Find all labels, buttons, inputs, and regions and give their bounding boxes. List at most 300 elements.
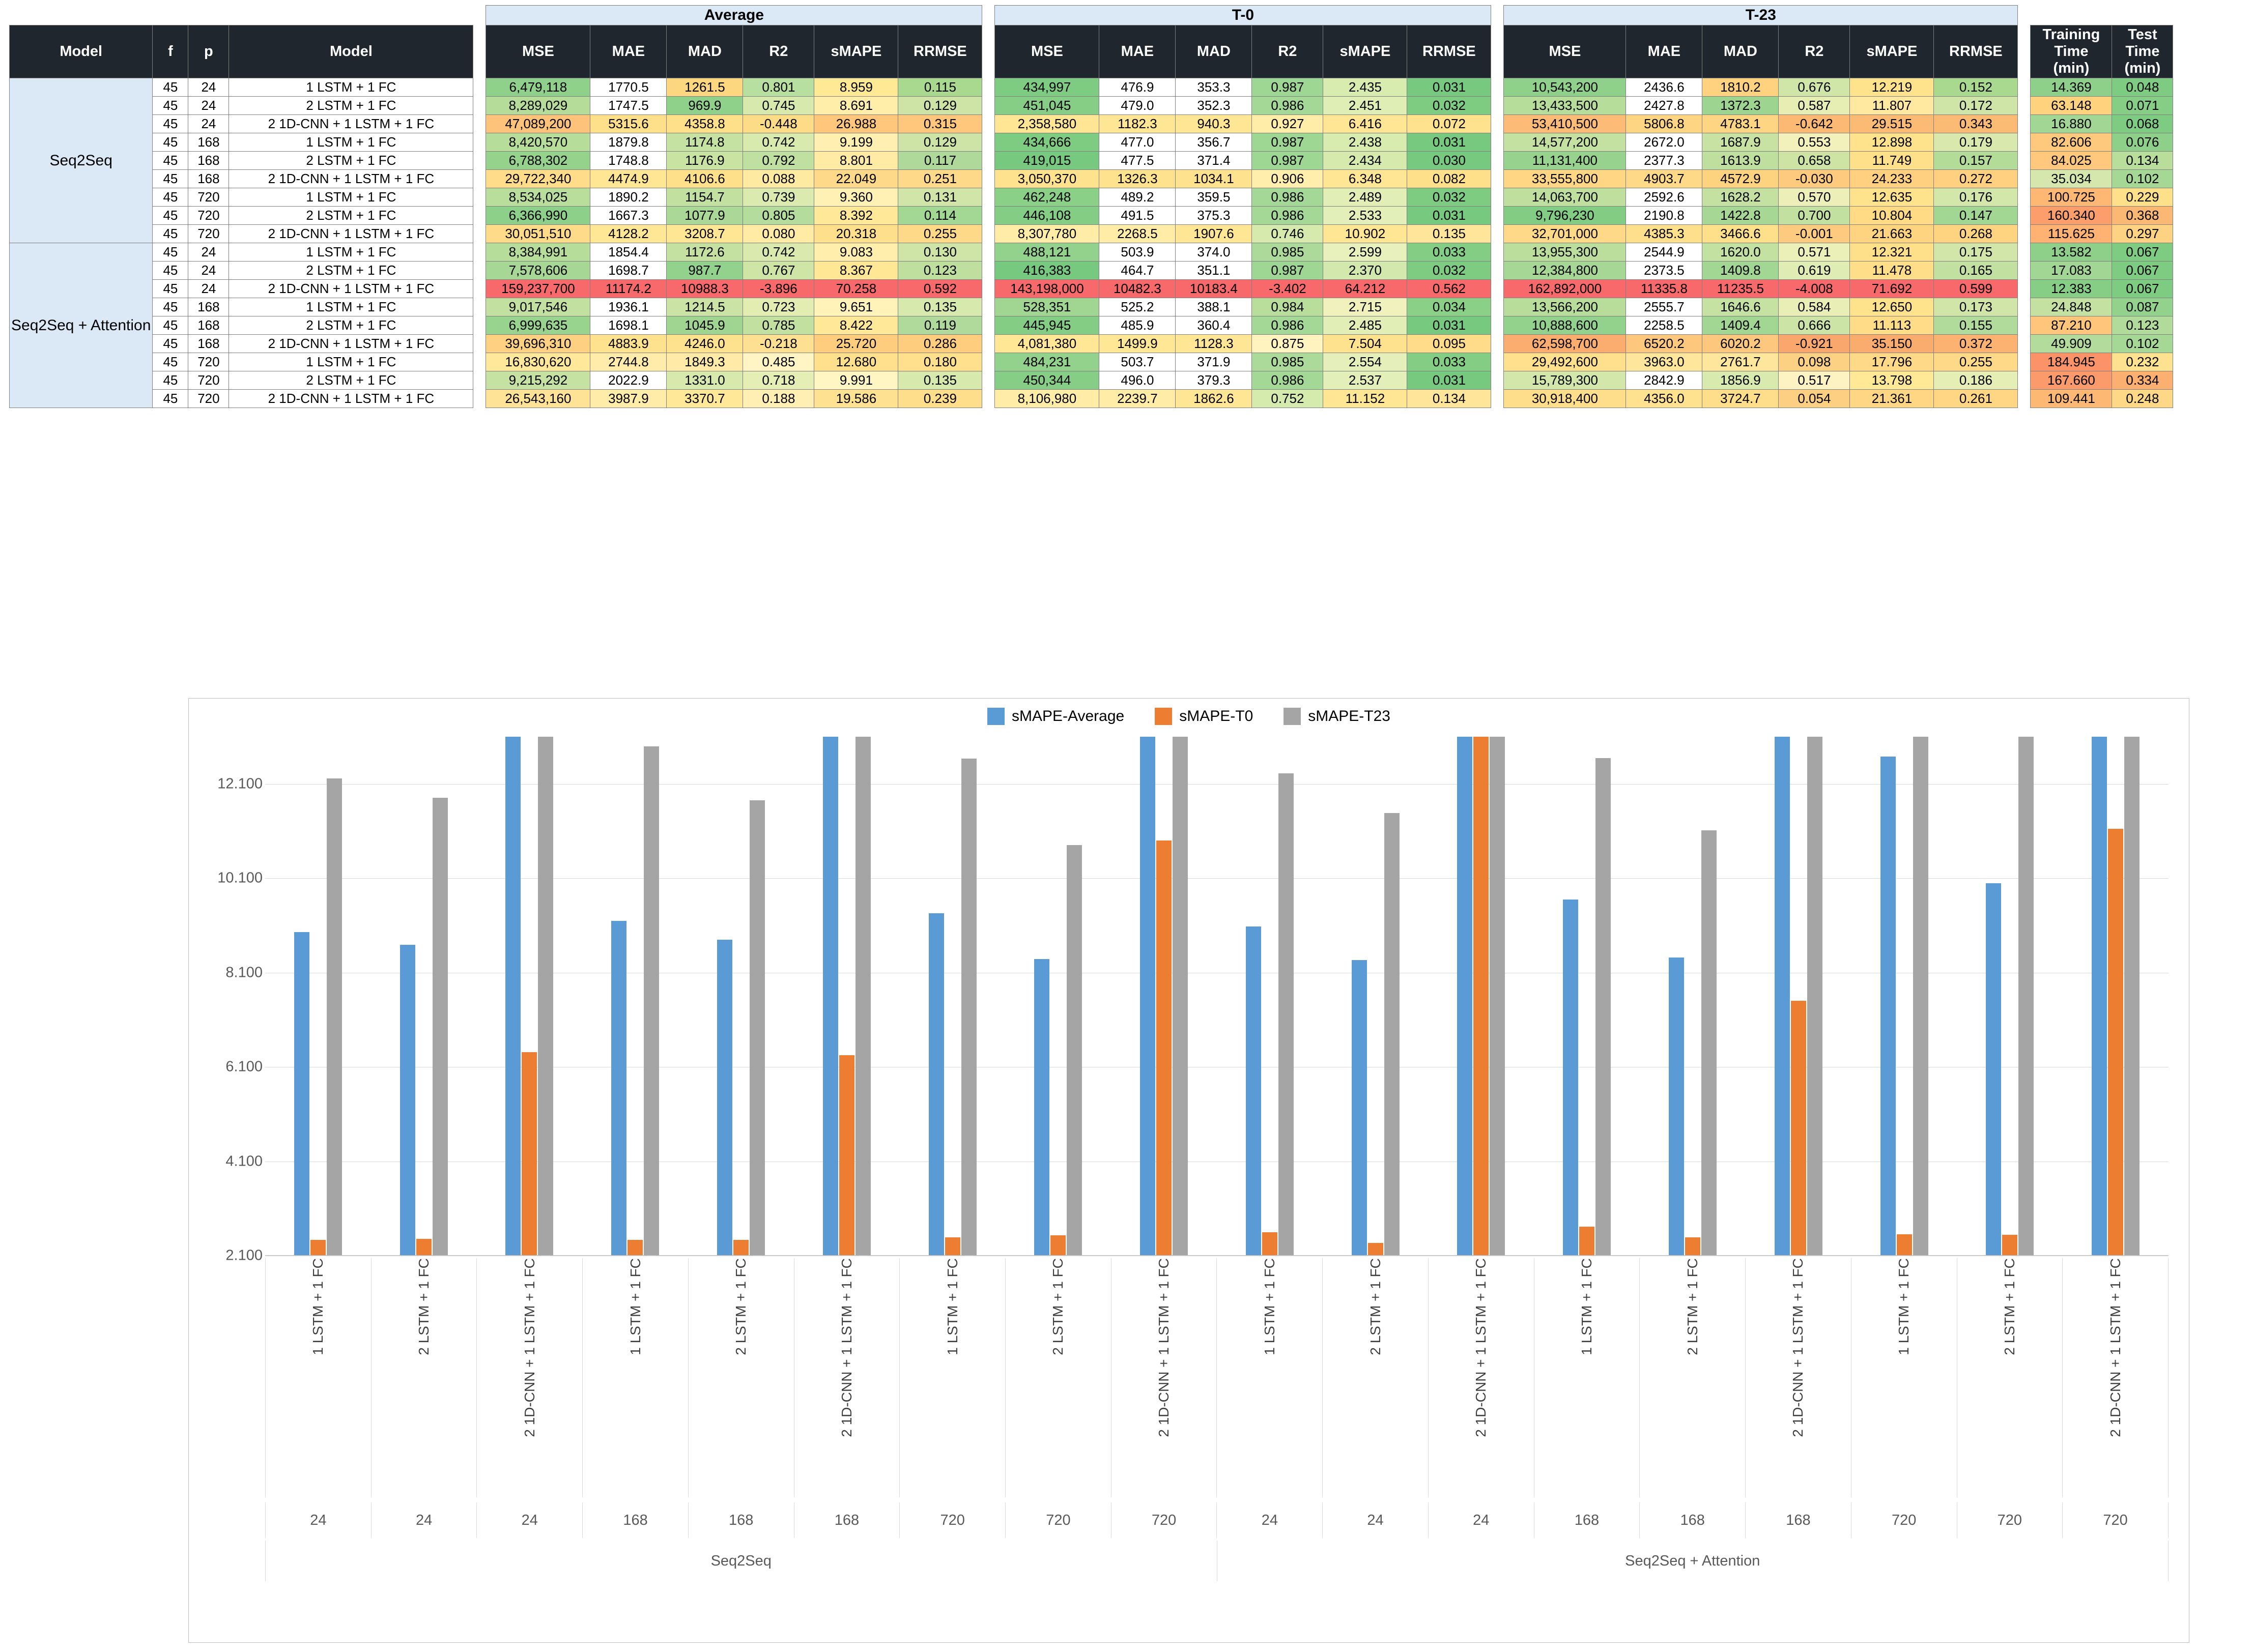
cell-t0-smape: 2.537 [1323,371,1407,390]
cell-average-r2: 0.742 [743,243,814,262]
cell-t23-rrmse: 0.172 [1934,97,2018,115]
cell-t23-rrmse: 0.157 [1934,152,2018,170]
table-row [10,353,2173,371]
cell-t23-smape: 11.113 [1850,316,1934,335]
cell-t23-mad: 1646.6 [1702,298,1779,316]
bar-smape-average [1246,926,1261,1256]
cell-t23-rrmse: 0.268 [1934,225,2018,243]
x-category-label: 1 LSTM + 1 FC [1896,1258,1912,1355]
cell-t0-r2: 0.987 [1252,133,1323,152]
cell-t23-smape: 12.219 [1850,78,1934,97]
x-p-label: 168 [794,1502,900,1538]
cell-test-time: 0.068 [2112,115,2173,133]
cell-t0-r2: 0.987 [1252,262,1323,280]
cell-average-rrmse: 0.123 [898,262,982,280]
cell-t0-r2: 0.927 [1252,115,1323,133]
column-spacer [982,225,995,243]
bar-smape-t23 [644,746,659,1256]
column-spacer [1491,97,1504,115]
cell-average-r2: 0.767 [743,262,814,280]
cell-t23-mae: 6520.2 [1626,335,1702,353]
cell-average-mae: 1770.5 [590,78,667,97]
cell-t23-mse: 14,063,700 [1504,188,1626,207]
cell-t23-rrmse: 0.272 [1934,170,2018,188]
cell-average-rrmse: 0.180 [898,353,982,371]
cell-average-mae: 5315.6 [590,115,667,133]
column-spacer [982,353,995,371]
col-header-t23-r2: R2 [1779,25,1850,78]
cell-p: 24 [188,97,229,115]
cell-t23-mad: 1810.2 [1702,78,1779,97]
cell-model: 1 LSTM + 1 FC [229,353,473,371]
results-table [9,5,2173,408]
cell-t0-mae: 485.9 [1099,316,1176,335]
column-spacer [2018,243,2031,262]
cell-t23-mse: 162,892,000 [1504,280,1626,298]
col-header-t23-mse: MSE [1504,25,1626,78]
bar-group [1005,737,1111,1256]
x-category-cell [1745,1258,1851,1497]
bar-smape-t23 [961,759,977,1256]
cell-model: 2 1D-CNN + 1 LSTM + 1 FC [229,225,473,243]
column-spacer [1491,316,1504,335]
cell-t23-smape: 13.798 [1850,371,1934,390]
cell-t23-rrmse: 0.372 [1934,335,2018,353]
column-spacer [1491,371,1504,390]
cell-t23-rrmse: 0.155 [1934,316,2018,335]
column-spacer [982,243,995,262]
cell-t0-mse: 3,050,370 [995,170,1099,188]
bar-smape-t0 [416,1239,432,1256]
cell-t23-mae: 2427.8 [1626,97,1702,115]
cell-t0-r2: 0.986 [1252,371,1323,390]
cell-average-mad: 1174.8 [667,133,743,152]
column-spacer [2018,78,2031,97]
cell-t0-rrmse: 0.032 [1407,262,1491,280]
cell-t0-mse: 434,666 [995,133,1099,152]
x-p-label: 720 [1111,1502,1217,1538]
bar-smape-average [823,737,838,1256]
cell-average-mse: 8,420,570 [486,133,590,152]
x-p-label: 720 [2062,1502,2169,1538]
col-header-model-0: Model [10,25,153,78]
cell-t0-r2: 0.875 [1252,335,1323,353]
column-spacer [1491,353,1504,371]
cell-t0-mad: 351.1 [1176,262,1252,280]
cell-f: 45 [153,298,188,316]
bar-smape-t23 [2124,737,2140,1256]
bar-smape-t23 [1490,737,1505,1256]
cell-p: 168 [188,335,229,353]
cell-t23-mae: 2592.6 [1626,188,1702,207]
cell-t23-mse: 32,701,000 [1504,225,1626,243]
cell-t0-mad: 375.3 [1176,207,1252,225]
x-category-cell [1005,1258,1111,1497]
cell-test-time: 0.067 [2112,262,2173,280]
column-spacer [473,78,486,97]
cell-t0-mad: 1128.3 [1176,335,1252,353]
cell-average-mae: 2744.8 [590,353,667,371]
bar-group [2063,737,2169,1256]
bar-group [265,737,371,1256]
bar-group [1111,737,1217,1256]
legend-item-0 [987,708,1124,725]
cell-average-r2: 0.723 [743,298,814,316]
table-row [10,78,2173,97]
cell-average-rrmse: 0.592 [898,280,982,298]
cell-p: 720 [188,207,229,225]
x-category-cell [1957,1258,2063,1497]
cell-test-time: 0.067 [2112,280,2173,298]
cell-t0-mad: 371.9 [1176,353,1252,371]
cell-t0-mse: 445,945 [995,316,1099,335]
cell-average-r2: 0.718 [743,371,814,390]
cell-model: 2 LSTM + 1 FC [229,316,473,335]
bar-group [1534,737,1640,1256]
cell-average-smape: 9.083 [814,243,898,262]
cell-average-mse: 47,089,200 [486,115,590,133]
cell-t23-mad: 1856.9 [1702,371,1779,390]
cell-p: 24 [188,280,229,298]
cell-t23-mae: 2544.9 [1626,243,1702,262]
cell-t23-rrmse: 0.343 [1934,115,2018,133]
cell-t0-mae: 1182.3 [1099,115,1176,133]
bar-smape-t0 [1579,1227,1594,1256]
col-header-average-smape: sMAPE [814,25,898,78]
cell-t0-mae: 491.5 [1099,207,1176,225]
cell-t23-mad: 1687.9 [1702,133,1779,152]
x-group-label: Seq2Seq [265,1541,1217,1581]
cell-t0-mae: 496.0 [1099,371,1176,390]
cell-f: 45 [153,97,188,115]
cell-average-mae: 2022.9 [590,371,667,390]
column-spacer [2018,170,2031,188]
cell-t23-mae: 5806.8 [1626,115,1702,133]
plot-area [265,737,2169,1256]
bar-groups [265,737,2169,1256]
column-spacer [473,207,486,225]
cell-model: 2 LSTM + 1 FC [229,262,473,280]
cell-t0-rrmse: 0.135 [1407,225,1491,243]
bar-smape-t0 [1262,1232,1277,1256]
table-column-header-row [10,25,2173,78]
cell-test-time: 0.123 [2112,316,2173,335]
bar-smape-t23 [1067,845,1082,1256]
cell-t23-rrmse: 0.175 [1934,243,2018,262]
bar-smape-t23 [2018,737,2034,1256]
x-p-label: 24 [1216,1502,1322,1538]
cell-t0-smape: 2.434 [1323,152,1407,170]
column-spacer [982,207,995,225]
cell-test-time: 0.232 [2112,353,2173,371]
cell-t0-rrmse: 0.032 [1407,97,1491,115]
bar-group [794,737,900,1256]
cell-t23-r2: -0.642 [1779,115,1850,133]
cell-t0-mae: 489.2 [1099,188,1176,207]
cell-t0-r2: 0.987 [1252,152,1323,170]
cell-t23-smape: 24.233 [1850,170,1934,188]
bar-smape-t0 [733,1240,749,1256]
cell-t23-rrmse: 0.147 [1934,207,2018,225]
legend-label: sMAPE-T23 [1308,708,1390,724]
cell-p: 720 [188,371,229,390]
cell-test-time: 0.067 [2112,243,2173,262]
cell-t0-mad: 388.1 [1176,298,1252,316]
cell-average-mse: 39,696,310 [486,335,590,353]
cell-t23-mad: 1409.4 [1702,316,1779,335]
bar-smape-average [505,737,521,1256]
cell-t23-mse: 13,955,300 [1504,243,1626,262]
cell-t0-smape: 64.212 [1323,280,1407,298]
cell-average-mad: 987.7 [667,262,743,280]
column-spacer [473,115,486,133]
column-spacer [2018,280,2031,298]
cell-average-mad: 1176.9 [667,152,743,170]
cell-t23-mse: 15,789,300 [1504,371,1626,390]
cell-average-mae: 1854.4 [590,243,667,262]
cell-average-rrmse: 0.251 [898,170,982,188]
column-spacer [473,97,486,115]
col-header-t23-rrmse: RRMSE [1934,25,2018,78]
cell-t23-mae: 4903.7 [1626,170,1702,188]
bar-group [477,737,583,1256]
cell-t23-r2: 0.619 [1779,262,1850,280]
cell-t0-r2: 0.987 [1252,78,1323,97]
table-row [10,97,2173,115]
cell-average-rrmse: 0.129 [898,133,982,152]
bar-group [1323,737,1429,1256]
x-category-cell [2062,1258,2169,1497]
cell-average-mad: 10988.3 [667,280,743,298]
cell-average-r2: 0.785 [743,316,814,335]
cell-t23-mae: 2190.8 [1626,207,1702,225]
cell-t0-mae: 503.9 [1099,243,1176,262]
cell-average-smape: 19.586 [814,390,898,408]
cell-average-mae: 4474.9 [590,170,667,188]
cell-t23-mse: 10,543,200 [1504,78,1626,97]
bar-smape-t23 [538,737,553,1256]
table-row [10,298,2173,316]
bar-smape-t23 [433,798,448,1256]
cell-t0-r2: 0.986 [1252,188,1323,207]
cell-average-smape: 8.959 [814,78,898,97]
group-header-t23: T-23 [1504,6,2018,25]
column-spacer [1491,298,1504,316]
cell-t23-r2: -4.008 [1779,280,1850,298]
cell-model: 2 LSTM + 1 FC [229,97,473,115]
cell-average-mad: 3208.7 [667,225,743,243]
results-table-container [9,5,2246,408]
legend-swatch-icon [987,708,1005,725]
cell-average-smape: 9.651 [814,298,898,316]
cell-average-rrmse: 0.129 [898,97,982,115]
col-header-t0-rrmse: RRMSE [1407,25,1491,78]
col-header-p-2: p [188,25,229,78]
cell-p: 168 [188,133,229,152]
cell-t0-mse: 434,997 [995,78,1099,97]
column-spacer [473,152,486,170]
cell-average-mse: 8,289,029 [486,97,590,115]
table-row [10,335,2173,353]
column-spacer [2018,225,2031,243]
cell-average-mae: 1698.7 [590,262,667,280]
x-category-label: 2 LSTM + 1 FC [1367,1258,1383,1355]
cell-t23-mae: 2672.0 [1626,133,1702,152]
cell-average-r2: 0.801 [743,78,814,97]
cell-t0-mad: 1034.1 [1176,170,1252,188]
cell-training-time: 13.582 [2031,243,2112,262]
cell-test-time: 0.229 [2112,188,2173,207]
cell-test-time: 0.368 [2112,207,2173,225]
column-spacer [1491,188,1504,207]
cell-f: 45 [153,225,188,243]
cell-t0-mse: 488,121 [995,243,1099,262]
col-header-t0-mse: MSE [995,25,1099,78]
cell-model: 1 LSTM + 1 FC [229,298,473,316]
cell-t23-rrmse: 0.186 [1934,371,2018,390]
legend-swatch-icon [1284,708,1301,725]
cell-training-time: 115.625 [2031,225,2112,243]
col-header-t23-smape: sMAPE [1850,25,1934,78]
bar-smape-average [929,913,944,1256]
cell-average-rrmse: 0.135 [898,371,982,390]
cell-t0-r2: 0.985 [1252,243,1323,262]
cell-average-smape: 26.988 [814,115,898,133]
cell-t23-mad: 1613.9 [1702,152,1779,170]
cell-t23-mad: 1409.8 [1702,262,1779,280]
bar-smape-average [1457,737,1472,1256]
cell-f: 45 [153,243,188,262]
cell-t23-mse: 33,555,800 [1504,170,1626,188]
cell-t23-mae: 3963.0 [1626,353,1702,371]
cell-t23-smape: 17.796 [1850,353,1934,371]
cell-f: 45 [153,207,188,225]
cell-t23-smape: 12.321 [1850,243,1934,262]
cell-average-r2: -3.896 [743,280,814,298]
bar-smape-t0 [1897,1234,1912,1256]
cell-t23-r2: 0.676 [1779,78,1850,97]
cell-t23-rrmse: 0.255 [1934,353,2018,371]
cell-t0-r2: 0.986 [1252,207,1323,225]
cell-model: 2 1D-CNN + 1 LSTM + 1 FC [229,280,473,298]
cell-average-smape: 8.367 [814,262,898,280]
cell-p: 720 [188,225,229,243]
column-spacer [982,335,995,353]
cell-t23-smape: 21.361 [1850,390,1934,408]
cell-t0-rrmse: 0.095 [1407,335,1491,353]
cell-t0-mad: 379.3 [1176,371,1252,390]
cell-average-mad: 1331.0 [667,371,743,390]
cell-test-time: 0.071 [2112,97,2173,115]
cell-training-time: 184.945 [2031,353,2112,371]
column-spacer [2018,390,2031,408]
cell-f: 45 [153,335,188,353]
cell-model: 1 LSTM + 1 FC [229,243,473,262]
cell-average-mse: 26,543,160 [486,390,590,408]
x-category-cell [1639,1258,1745,1497]
column-spacer [473,390,486,408]
cell-t0-mad: 356.7 [1176,133,1252,152]
col-header-t0-r2: R2 [1252,25,1323,78]
cell-average-mae: 1890.2 [590,188,667,207]
cell-t23-smape: 11.478 [1850,262,1934,280]
cell-average-r2: 0.739 [743,188,814,207]
col-header-f-1: f [153,25,188,78]
cell-f: 45 [153,262,188,280]
bar-smape-average [294,932,309,1256]
cell-p: 720 [188,188,229,207]
column-spacer [1491,207,1504,225]
x-axis-p-labels [265,1502,2169,1538]
cell-model: 2 1D-CNN + 1 LSTM + 1 FC [229,335,473,353]
cell-t0-smape: 2.599 [1323,243,1407,262]
x-group-label: Seq2Seq + Attention [1217,1541,2169,1581]
cell-p: 24 [188,115,229,133]
cell-t23-mad: 3724.7 [1702,390,1779,408]
col-header-t23-mae: MAE [1626,25,1702,78]
cell-average-mae: 1936.1 [590,298,667,316]
x-category-cell [1111,1258,1217,1497]
x-p-label: 720 [899,1502,1005,1538]
cell-t23-mad: 1620.0 [1702,243,1779,262]
cell-t0-mad: 1862.6 [1176,390,1252,408]
cell-t0-r2: 0.906 [1252,170,1323,188]
cell-average-mad: 1172.6 [667,243,743,262]
cell-t23-smape: 71.692 [1850,280,1934,298]
cell-average-rrmse: 0.131 [898,188,982,207]
column-spacer [982,152,995,170]
bar-smape-t0 [2002,1235,2017,1256]
cell-t0-rrmse: 0.072 [1407,115,1491,133]
cell-t23-mae: 2436.6 [1626,78,1702,97]
cell-t23-mad: 1628.2 [1702,188,1779,207]
cell-t0-mse: 8,106,980 [995,390,1099,408]
bar-smape-average [1034,959,1049,1256]
cell-t0-mad: 371.4 [1176,152,1252,170]
cell-t23-r2: 0.098 [1779,353,1850,371]
x-category-cell [1428,1258,1534,1497]
cell-training-time: 100.725 [2031,188,2112,207]
cell-t0-mse: 8,307,780 [995,225,1099,243]
cell-t23-mae: 4356.0 [1626,390,1702,408]
x-category-label: 2 1D-CNN + 1 LSTM + 1 FC [838,1258,854,1437]
cell-average-smape: 12.680 [814,353,898,371]
cell-t23-mad: 1372.3 [1702,97,1779,115]
cell-t0-rrmse: 0.562 [1407,280,1491,298]
cell-t23-mse: 10,888,600 [1504,316,1626,335]
table-row [10,170,2173,188]
bar-group [371,737,477,1256]
bar-smape-t0 [945,1237,960,1256]
cell-average-rrmse: 0.135 [898,298,982,316]
column-spacer [982,280,995,298]
x-category-label: 1 LSTM + 1 FC [627,1258,643,1355]
x-category-label: 1 LSTM + 1 FC [1578,1258,1594,1355]
cell-t23-mse: 53,410,500 [1504,115,1626,133]
table-row [10,225,2173,243]
cell-t0-smape: 6.348 [1323,170,1407,188]
bar-smape-average [2092,737,2107,1256]
cell-t0-rrmse: 0.034 [1407,298,1491,316]
col-header-average-mad: MAD [667,25,743,78]
cell-t0-mae: 10482.3 [1099,280,1176,298]
table-row [10,188,2173,207]
cell-t0-mae: 2268.5 [1099,225,1176,243]
bar-smape-average [400,945,415,1256]
table-row [10,115,2173,133]
bar-smape-t23 [855,737,871,1256]
cell-average-mse: 159,237,700 [486,280,590,298]
